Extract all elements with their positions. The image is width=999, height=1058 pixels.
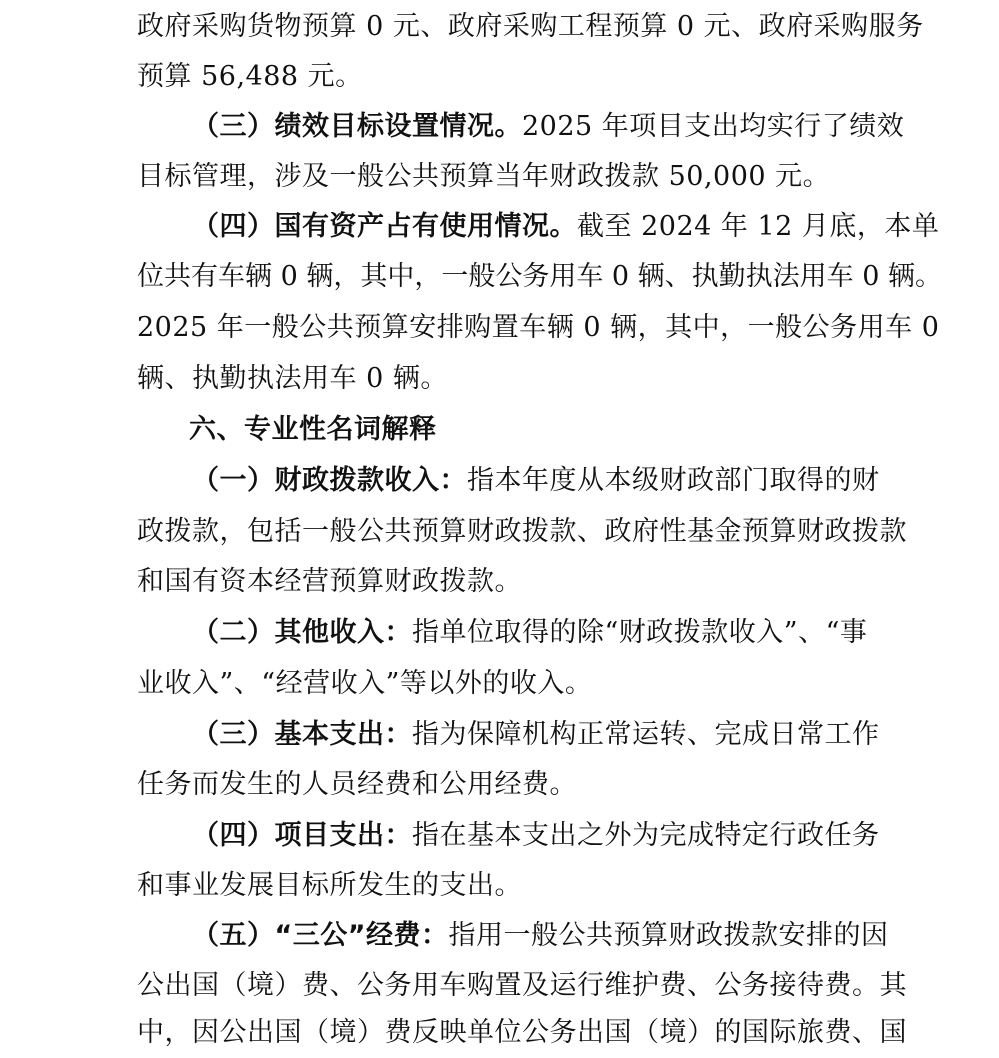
line-text: 指本年度从本级财政部门取得的财 (467, 465, 880, 496)
section-heading (189, 405, 437, 455)
text-line-18 (137, 861, 522, 911)
line-text: 政拨款，包括一般公共预算财政拨款、政府性基金预算财政拨款 (137, 516, 907, 547)
text-line-7 (137, 303, 939, 353)
line-text: 指用一般公共预算财政拨款安排的因 (448, 920, 889, 951)
text-line-3 (192, 102, 904, 152)
text-line-8 (137, 354, 448, 404)
text-line-17 (192, 811, 880, 861)
text-line-1 (137, 2, 924, 52)
text-line-10 (192, 456, 880, 506)
line-text: 指单位取得的除“财政拨款收入”、“事 (412, 617, 868, 648)
text-line-12 (137, 557, 522, 607)
line-text: 预算 56,488 元。 (137, 61, 363, 92)
section-lead: （三）绩效目标设置情况。 (192, 111, 522, 142)
text-line-21 (137, 1008, 907, 1058)
line-text: 公出国（境）费、公务用车购置及运行维护费、公务接待费。其 (137, 970, 907, 1001)
section-lead: （五）“三公”经费： (192, 920, 449, 951)
text-line-5 (192, 202, 939, 252)
section-lead: （三）基本支出： (192, 719, 412, 750)
line-text: 指为保障机构正常运转、完成日常工作 (412, 719, 880, 750)
text-line-19 (192, 911, 889, 961)
text-line-14 (137, 659, 592, 709)
line-text: 辆、执勤执法用车 0 辆。 (137, 363, 448, 394)
line-text: 任务而发生的人员经费和公用经费。 (137, 769, 577, 800)
text-line-4 (137, 152, 830, 202)
line-text: 2025 年项目支出均实行了绩效 (522, 111, 905, 142)
text-line-2 (137, 52, 363, 102)
section-lead: （四）国有资产占有使用情况。 (192, 211, 577, 242)
line-text: 和事业发展目标所发生的支出。 (137, 870, 522, 901)
text-line-11 (137, 507, 907, 557)
line-text: 2025 年一般公共预算安排购置车辆 0 辆，其中，一般公务用车 0 (137, 312, 940, 343)
section-lead: （一）财政拨款收入： (192, 465, 467, 496)
section-lead: （二）其他收入： (192, 617, 412, 648)
line-text: 截至 2024 年 12 月底，本单 (577, 211, 940, 242)
text-line-16 (137, 760, 577, 810)
line-text: 中，因公出国（境）费反映单位公务出国（境）的国际旅费、国 (137, 1017, 907, 1048)
line-text: 指在基本支出之外为完成特定行政任务 (412, 820, 880, 851)
text-line-13 (192, 608, 867, 658)
section-lead: （四）项目支出： (192, 820, 412, 851)
text-line-20 (137, 961, 907, 1011)
line-text: 目标管理，涉及一般公共预算当年财政拨款 50,000 元。 (137, 161, 831, 192)
line-text: 位共有车辆 0 辆，其中，一般公务用车 0 辆、执勤执法用车 0 辆。 (137, 261, 943, 292)
line-text: 业收入”、“经营收入”等以外的收入。 (137, 668, 593, 699)
heading-text: 六、专业性名词解释 (189, 414, 437, 445)
line-text: 政府采购货物预算 0 元、政府采购工程预算 0 元、政府采购服务 (137, 11, 924, 42)
text-line-6 (137, 252, 942, 302)
text-line-15 (192, 710, 880, 760)
line-text: 和国有资本经营预算财政拨款。 (137, 566, 522, 597)
